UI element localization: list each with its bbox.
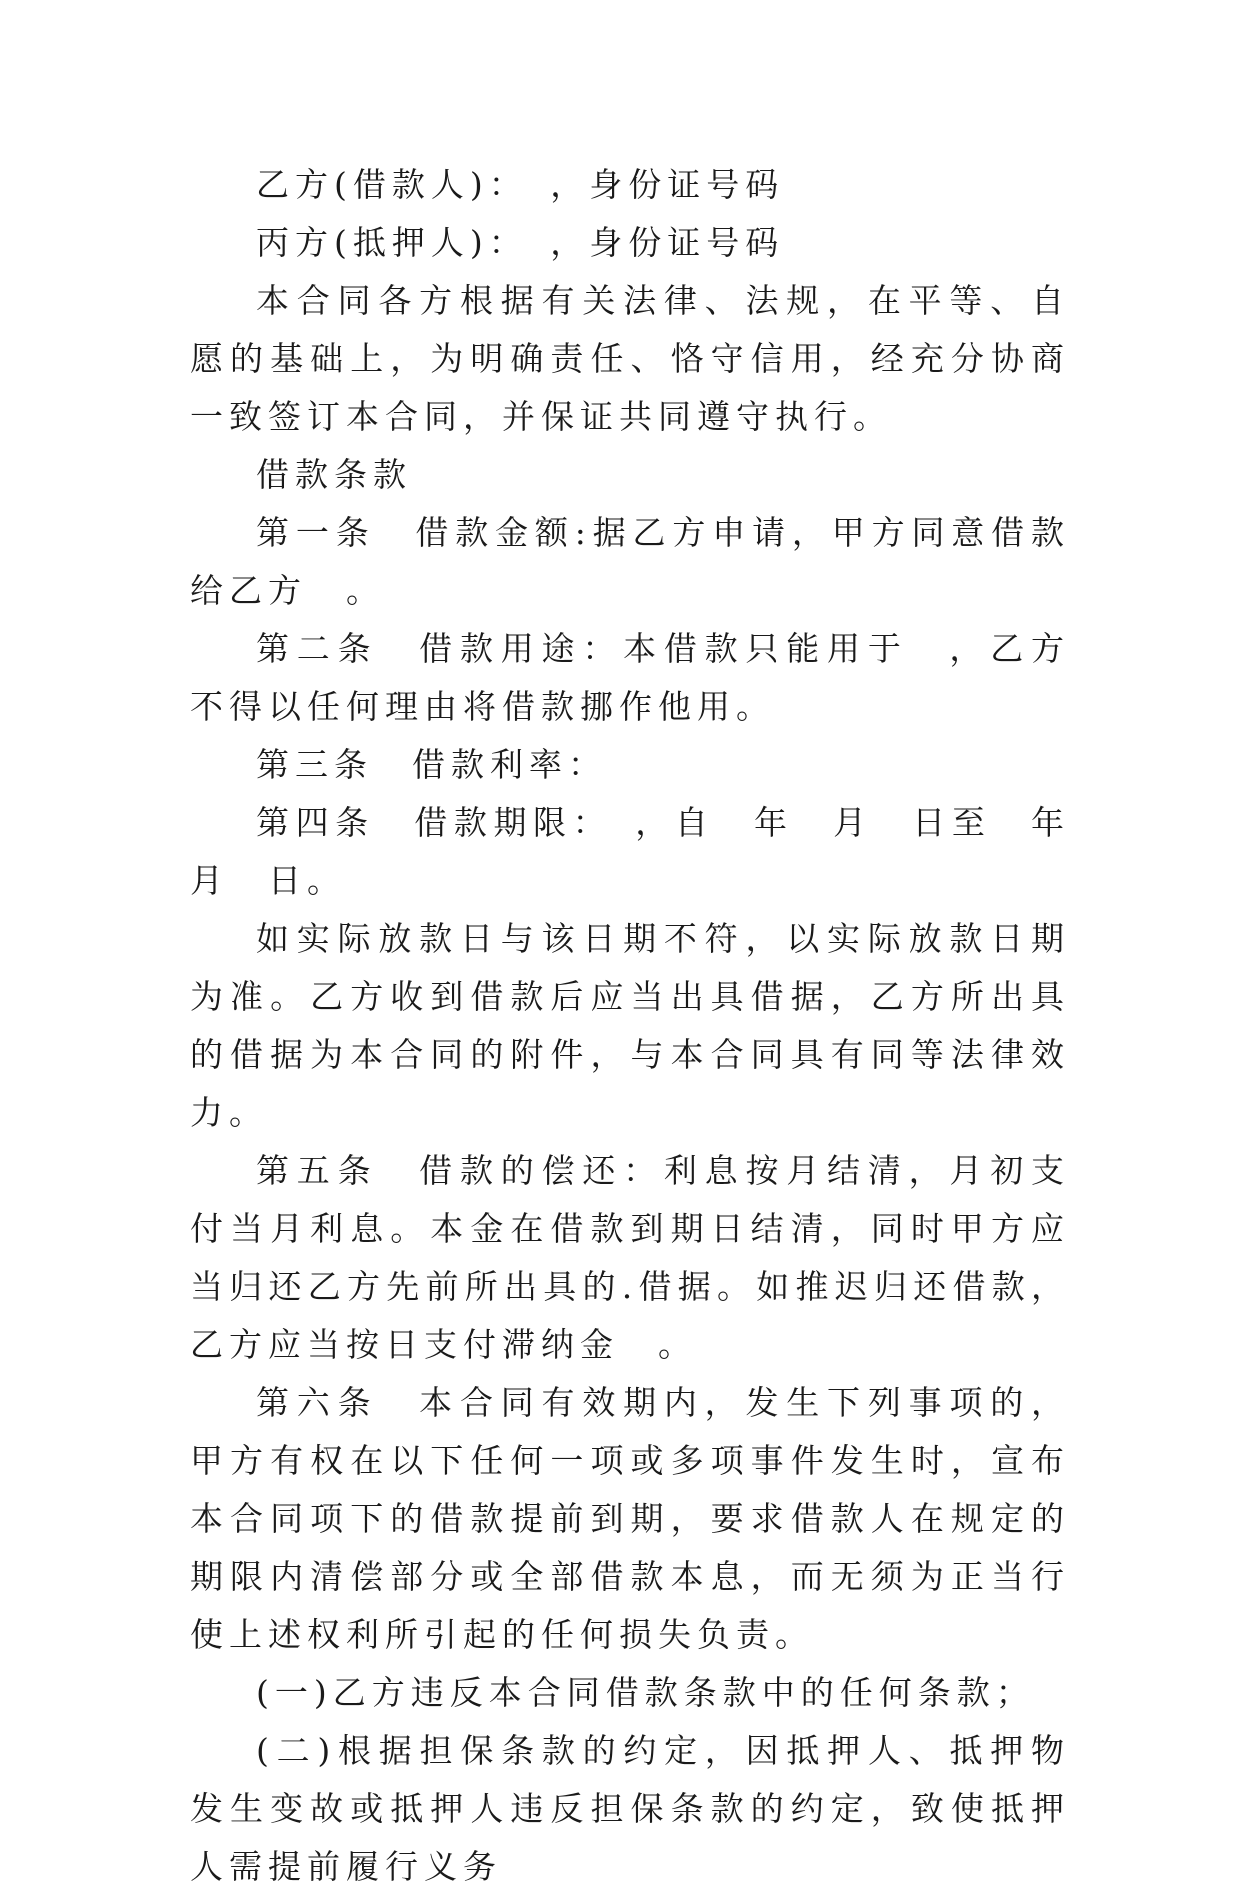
- clause-item-2: (二)根据担保条款的约定，因抵押人、抵押物发生变故或抵押人违反担保条款的约定，致使抵押人需提前履行义务: [190, 1731, 1070, 1886]
- article-3-interest-rate: 第三条 借款利率：: [256, 745, 607, 784]
- preamble-paragraph: 本合同各方根据有关法律、法规，在平等、自愿的基础上，为明确责任、恪守信用，经充分协商一致签订本合同，并保证共同遵守执行。: [190, 281, 1070, 436]
- article-5-repayment: 第五条 借款的偿还：利息按月结清，月初支付当月利息。本金在借款到期日结清，同时甲方应当归还乙方先前所出具的.借据。如推迟归还借款，乙方应当按日支付滞纳金 。: [190, 1151, 1070, 1364]
- article-2-purpose: 第二条 借款用途：本借款只能用于 ，乙方不得以任何理由将借款挪作他用。: [190, 629, 1070, 726]
- section-heading-loan-terms: 借款条款: [256, 455, 412, 494]
- party-c-line: 丙方(抵押人)： ，身份证号码: [256, 223, 785, 262]
- article-4-term: 第四条 借款期限： ，自 年 月 日至 年 月 日。: [190, 803, 1109, 900]
- clause-item-1: (一)乙方违反本合同借款条款中的任何条款；: [256, 1673, 1035, 1712]
- party-b-line: 乙方(借款人)： ，身份证号码: [256, 165, 785, 204]
- article-6-acceleration: 第六条 本合同有效期内，发生下列事项的，甲方有权在以下任何一项或多项事件发生时，宣布本合同项下的借款提前到期，要求借款人在规定的期限内清偿部分或全部借款本息，而无须为正当行使上述权利所引起的任何损失负责。: [190, 1383, 1070, 1654]
- article-1-amount: 第一条 借款金额:据乙方申请，甲方同意借款给乙方 。: [190, 513, 1070, 610]
- disbursement-paragraph: 如实际放款日与该日期不符，以实际放款日期为准。乙方收到借款后应当出具借据，乙方所出具的借据为本合同的附件，与本合同具有同等法律效力。: [190, 919, 1070, 1132]
- document-body: [190, 156, 1109, 1896]
